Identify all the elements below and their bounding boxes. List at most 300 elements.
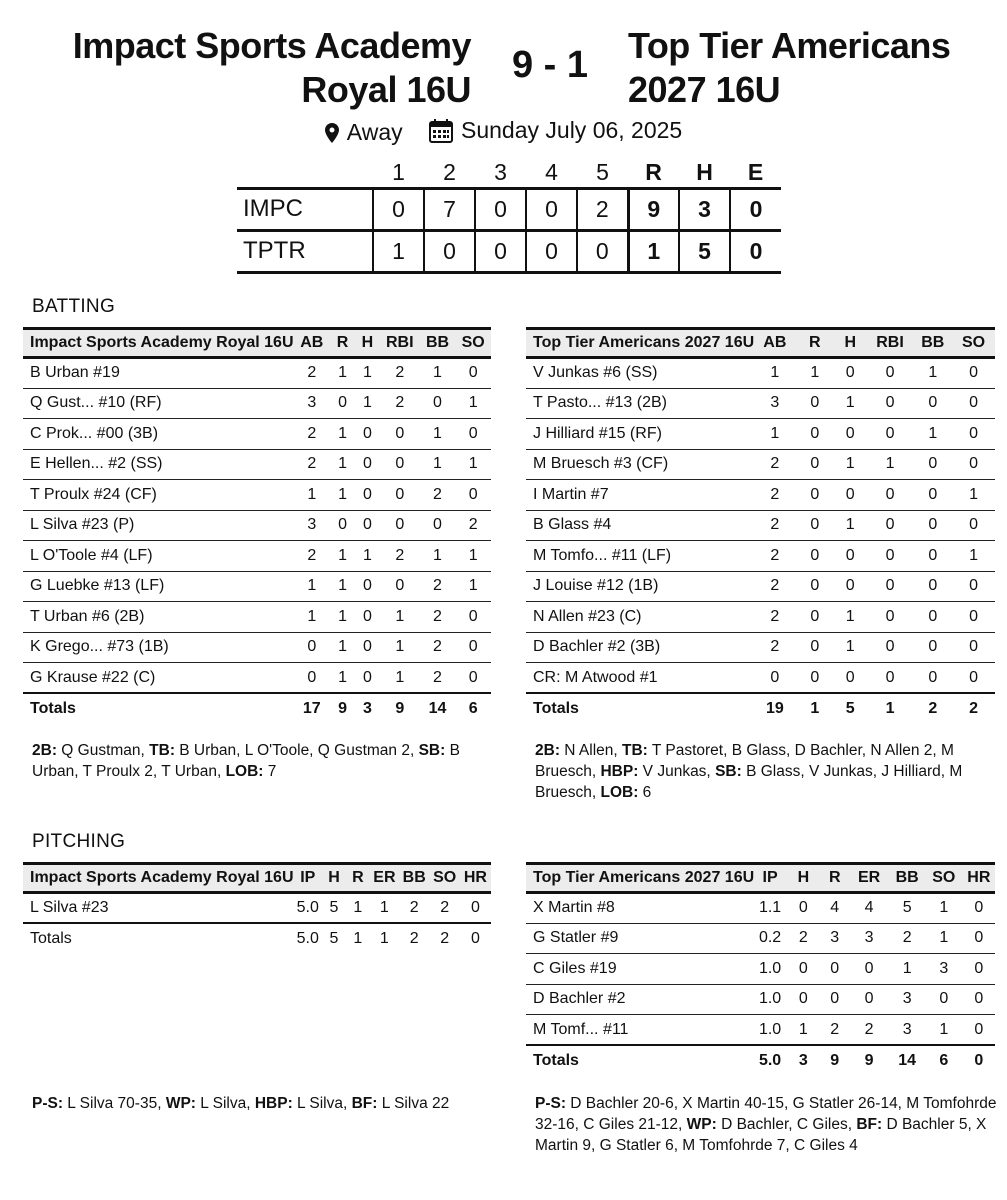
totals-cell: 1 (346, 923, 370, 954)
stat-cell: 0 (952, 358, 995, 389)
totals-row (526, 1045, 995, 1076)
player-name: J Hilliard #15 (RF) (526, 419, 754, 450)
inning-score: 0 (577, 230, 628, 272)
stat-cell: 0 (455, 602, 491, 633)
totals-cell: 5 (322, 923, 346, 954)
stat-cell: 1 (754, 358, 795, 389)
note-label: TB: (622, 742, 648, 759)
stat-cell: 3 (889, 1015, 925, 1046)
column-header: SO (925, 864, 963, 893)
stat-cell: 0 (796, 480, 834, 511)
note-label: SB: (418, 742, 446, 759)
note-text: L Silva, (292, 1095, 352, 1112)
note-text: B Urban, T Proulx 2, T Urban, (32, 742, 460, 780)
totals-row (23, 693, 491, 724)
note-label: P-S: (32, 1095, 63, 1112)
stat-cell: 0 (455, 358, 491, 389)
stat-cell: 1 (346, 893, 370, 924)
player-name: M Tomfo... #11 (LF) (526, 541, 754, 572)
stat-cell: 0 (330, 510, 355, 541)
column-header: RBI (380, 329, 420, 358)
stat-cell: 0 (355, 419, 380, 450)
stat-cell: 1.0 (754, 984, 786, 1015)
note-label: HBP: (254, 1095, 293, 1112)
note-label: WP: (686, 1116, 717, 1133)
map-pin-icon (325, 123, 339, 143)
note-text: D Bachler 5, X Martin 9, G Statler 6, M Tomfohrde 7, C Giles 4 (535, 1116, 987, 1154)
table-row (23, 602, 491, 633)
totals-cell: 5 (834, 693, 867, 724)
column-header: SO (952, 329, 995, 358)
column-header: IP (754, 864, 786, 893)
player-name: J Louise #12 (1B) (526, 571, 754, 602)
player-name: M Bruesch #3 (CF) (526, 449, 754, 480)
table-row (526, 510, 995, 541)
stat-cell: 2 (420, 602, 456, 633)
totals-cell: 2 (399, 923, 429, 954)
inning-header: 1 (373, 158, 424, 188)
column-header: R (330, 329, 355, 358)
stat-cell: 0 (849, 954, 890, 985)
totals-row (526, 693, 995, 724)
stat-cell: 2 (380, 388, 420, 419)
pitching-notes-away (32, 1093, 482, 1114)
column-header: H (322, 864, 346, 893)
stat-cell: 0 (380, 480, 420, 511)
note-label: HBP: (600, 763, 639, 780)
stat-cell: 1 (294, 571, 331, 602)
stat-cell: 2 (849, 1015, 890, 1046)
stat-cell: 2 (754, 602, 795, 633)
stat-cell: 2 (821, 1015, 849, 1046)
player-name: Q Gust... #10 (RF) (23, 388, 294, 419)
stat-cell: 0 (796, 419, 834, 450)
totals-cell: 1 (796, 693, 834, 724)
totals-cell: 17 (294, 693, 331, 724)
stat-cell: 1 (420, 541, 456, 572)
stat-cell: 0 (867, 663, 914, 694)
away-team-name: Impact Sports Academy Royal 16U (72, 25, 471, 110)
stat-cell: 1 (914, 419, 953, 450)
stat-cell: 1 (330, 480, 355, 511)
stat-cell: 1 (294, 602, 331, 633)
stat-cell: 1 (834, 388, 867, 419)
team-abbr: IMPC (237, 188, 373, 230)
stat-cell: 0 (963, 923, 995, 954)
player-name: T Pasto... #13 (2B) (526, 388, 754, 419)
stat-cell: 0 (834, 571, 867, 602)
note-text: D Bachler 20-6, X Martin 40-15, G Statler 26-14, M Tomfohrde 32-16, C Giles 21-12, (535, 1095, 997, 1133)
stat-cell: 0 (380, 419, 420, 450)
stat-cell: 0 (355, 480, 380, 511)
totals-cell: 1 (867, 693, 914, 724)
stat-cell: 2 (889, 923, 925, 954)
totals-cell: 0 (963, 1045, 995, 1076)
stat-cell: 0 (455, 632, 491, 663)
table-row (23, 480, 491, 511)
table-header-row (23, 864, 491, 893)
totals-row (23, 923, 491, 954)
stat-cell: 0 (796, 571, 834, 602)
home-team-name: Top Tier Americans 2027 16U (628, 25, 951, 110)
stat-cell: 1 (420, 358, 456, 389)
stat-cell: 0 (380, 449, 420, 480)
stat-cell: 1.0 (754, 954, 786, 985)
totals-cell: 9 (849, 1045, 890, 1076)
table-row (23, 358, 491, 389)
inning-score: 0 (526, 188, 577, 230)
table-row (526, 480, 995, 511)
column-header: HR (460, 864, 491, 893)
player-name: T Urban #6 (2B) (23, 602, 294, 633)
stat-cell: 2 (754, 480, 795, 511)
line-score-row (237, 188, 781, 230)
player-name: G Krause #22 (C) (23, 663, 294, 694)
hits-total: 3 (679, 188, 730, 230)
location: Away (325, 119, 403, 146)
stat-cell: 0 (834, 541, 867, 572)
note-label: LOB: (600, 784, 639, 801)
final-score: 9 - 1 (511, 44, 589, 86)
table-row (526, 602, 995, 633)
note-label: SB: (715, 763, 742, 780)
column-header: ER (370, 864, 399, 893)
player-name: K Grego... #73 (1B) (23, 632, 294, 663)
stat-cell: 1.1 (754, 893, 786, 924)
stat-cell: 0 (914, 480, 953, 511)
totals-label: Totals (526, 693, 754, 724)
stat-cell: 1 (796, 358, 834, 389)
totals-cell: 1 (370, 923, 399, 954)
stat-cell: 0 (834, 419, 867, 450)
player-name: T Proulx #24 (CF) (23, 480, 294, 511)
stat-cell: 2 (754, 449, 795, 480)
note-label: BF: (856, 1116, 883, 1133)
stat-cell: 1 (294, 480, 331, 511)
note-text: D Bachler, C Giles, (716, 1116, 857, 1133)
note-text: Q Gustman, (56, 742, 150, 759)
note-label: TB: (149, 742, 175, 759)
stat-cell: 2 (380, 358, 420, 389)
stat-cell: 1 (455, 571, 491, 602)
column-header: SO (429, 864, 459, 893)
column-header: H (834, 329, 867, 358)
batting-notes-away (32, 740, 482, 782)
player-name: M Tomf... #11 (526, 1015, 754, 1046)
stat-cell: 0 (420, 388, 456, 419)
note-text: 7 (263, 763, 277, 780)
stat-cell: 1 (455, 541, 491, 572)
stat-cell: 3 (925, 954, 963, 985)
note-text: L Silva, (195, 1095, 255, 1112)
stat-cell: 2 (294, 358, 331, 389)
table-row (23, 893, 491, 924)
stat-cell: 3 (821, 923, 849, 954)
stat-cell: 1 (330, 541, 355, 572)
stat-cell: 1 (330, 358, 355, 389)
calendar-icon (429, 119, 453, 143)
stat-cell: 3 (889, 984, 925, 1015)
stat-cell: 0 (754, 663, 795, 694)
errors-total: 0 (730, 188, 781, 230)
stat-cell: 0 (294, 632, 331, 663)
stat-cell: 2 (786, 923, 821, 954)
game-date: Sunday July 06, 2025 (429, 117, 682, 144)
totals-cell: 14 (889, 1045, 925, 1076)
stat-cell: 0 (849, 984, 890, 1015)
totals-cell: 2 (952, 693, 995, 724)
stat-cell: 5 (889, 893, 925, 924)
totals-cell: 0 (460, 923, 491, 954)
stat-cell: 1 (834, 510, 867, 541)
inning-score: 1 (373, 230, 424, 272)
player-name: B Urban #19 (23, 358, 294, 389)
stat-cell: 0 (355, 632, 380, 663)
player-name: I Martin #7 (526, 480, 754, 511)
stat-cell: 0 (796, 510, 834, 541)
stat-cell: 0 (796, 449, 834, 480)
stat-cell: 2 (420, 632, 456, 663)
stat-cell: 0 (380, 510, 420, 541)
column-header: BB (889, 864, 925, 893)
note-text: 6 (638, 784, 652, 801)
table-row (526, 893, 995, 924)
table-row (526, 632, 995, 663)
stat-cell: 1 (370, 893, 399, 924)
stat-cell: 0 (867, 571, 914, 602)
stat-cell: 0 (963, 954, 995, 985)
note-label: WP: (165, 1095, 196, 1112)
stat-cell: 1 (952, 541, 995, 572)
table-row (526, 954, 995, 985)
stat-cell: 0 (796, 388, 834, 419)
stat-cell: 2 (420, 571, 456, 602)
stat-cell: 1 (355, 541, 380, 572)
table-row (526, 571, 995, 602)
stat-cell: 1 (925, 1015, 963, 1046)
stat-cell: 1 (952, 480, 995, 511)
stat-cell: 1 (455, 388, 491, 419)
note-label: P-S: (535, 1095, 566, 1112)
stat-cell: 0 (952, 388, 995, 419)
player-name: E Hellen... #2 (SS) (23, 449, 294, 480)
stat-cell: 0 (963, 1015, 995, 1046)
stat-cell: 0 (821, 984, 849, 1015)
stat-cell: 1 (867, 449, 914, 480)
team-header: Top Tier Americans 2027 16U (526, 329, 754, 358)
stat-cell: 1 (330, 663, 355, 694)
totals-cell: 3 (786, 1045, 821, 1076)
stat-cell: 1 (834, 449, 867, 480)
stat-cell: 2 (294, 449, 331, 480)
stat-cell: 1 (380, 663, 420, 694)
inning-score: 0 (475, 188, 526, 230)
stat-cell: 0 (867, 388, 914, 419)
team-abbr: TPTR (237, 230, 373, 272)
table-header-row (526, 329, 995, 358)
errors-header: E (730, 158, 781, 188)
stat-cell: 0 (867, 602, 914, 633)
table-row (526, 541, 995, 572)
table-row (23, 632, 491, 663)
stat-cell: 1 (420, 419, 456, 450)
player-name: N Allen #23 (C) (526, 602, 754, 633)
table-row (526, 923, 995, 954)
stat-cell: 2 (455, 510, 491, 541)
note-label: LOB: (225, 763, 264, 780)
stat-cell: 0 (867, 480, 914, 511)
column-header: BB (914, 329, 953, 358)
player-name: D Bachler #2 (526, 984, 754, 1015)
stat-cell: 2 (420, 663, 456, 694)
stat-cell: 0 (914, 602, 953, 633)
stat-cell: 0 (914, 388, 953, 419)
stat-cell: 0 (914, 541, 953, 572)
stat-cell: 2 (754, 632, 795, 663)
stat-cell: 0 (867, 358, 914, 389)
pitching-table-away (23, 862, 491, 954)
stat-cell: 0 (294, 663, 331, 694)
column-header: AB (294, 329, 331, 358)
note-label: 2B: (32, 742, 57, 759)
column-header: AB (754, 329, 795, 358)
player-name: B Glass #4 (526, 510, 754, 541)
column-header: H (786, 864, 821, 893)
table-row (526, 984, 995, 1015)
stat-cell: 0 (821, 954, 849, 985)
stat-cell: 0 (867, 510, 914, 541)
stat-cell: 0 (786, 984, 821, 1015)
table-row (23, 449, 491, 480)
stat-cell: 1 (355, 358, 380, 389)
inning-header: 4 (526, 158, 577, 188)
runs-total: 1 (628, 230, 679, 272)
stat-cell: 2 (420, 480, 456, 511)
player-name: V Junkas #6 (SS) (526, 358, 754, 389)
inning-score: 7 (424, 188, 475, 230)
stat-cell: 2 (754, 510, 795, 541)
table-row (23, 541, 491, 572)
stat-cell: 5.0 (294, 893, 323, 924)
stat-cell: 0 (952, 602, 995, 633)
stat-cell: 2 (754, 541, 795, 572)
totals-cell: 9 (380, 693, 420, 724)
inning-score: 0 (373, 188, 424, 230)
stat-cell: 3 (849, 923, 890, 954)
player-name: G Statler #9 (526, 923, 754, 954)
totals-cell: 9 (821, 1045, 849, 1076)
totals-cell: 2 (429, 923, 459, 954)
totals-cell: 9 (330, 693, 355, 724)
stat-cell: 0 (914, 663, 953, 694)
team-header: Impact Sports Academy Royal 16U (23, 864, 294, 893)
stat-cell: 1 (330, 419, 355, 450)
inning-header: 2 (424, 158, 475, 188)
batting-table-home (526, 327, 995, 724)
note-text: B Urban, L O'Toole, Q Gustman 2, (174, 742, 419, 759)
stat-cell: 1 (330, 571, 355, 602)
inning-header: 3 (475, 158, 526, 188)
player-name: CR: M Atwood #1 (526, 663, 754, 694)
stat-cell: 1 (914, 358, 953, 389)
game-meta (0, 117, 1007, 149)
note-text: L Silva 70-35, (63, 1095, 166, 1112)
stat-cell: 0 (796, 602, 834, 633)
stat-cell: 1 (420, 449, 456, 480)
totals-cell: 5.0 (754, 1045, 786, 1076)
column-header: RBI (867, 329, 914, 358)
stat-cell: 1 (786, 1015, 821, 1046)
stat-cell: 0 (867, 541, 914, 572)
table-row (23, 510, 491, 541)
stat-cell: 1 (889, 954, 925, 985)
player-name: D Bachler #2 (3B) (526, 632, 754, 663)
player-name: L Silva #23 (P) (23, 510, 294, 541)
stat-cell: 1 (925, 893, 963, 924)
stat-cell: 2 (429, 893, 459, 924)
totals-label: Totals (526, 1045, 754, 1076)
inning-score: 2 (577, 188, 628, 230)
table-header-row (526, 864, 995, 893)
totals-cell: 6 (925, 1045, 963, 1076)
totals-cell: 19 (754, 693, 795, 724)
player-name: L O'Toole #4 (LF) (23, 541, 294, 572)
stat-cell: 1 (834, 632, 867, 663)
stat-cell: 0 (796, 663, 834, 694)
stat-cell: 3 (294, 510, 331, 541)
stat-cell: 1 (355, 388, 380, 419)
totals-cell: 2 (914, 693, 953, 724)
runs-header: R (628, 158, 679, 188)
note-text: N Allen, (559, 742, 623, 759)
player-name: X Martin #8 (526, 893, 754, 924)
stat-cell: 0 (952, 510, 995, 541)
column-header: IP (294, 864, 323, 893)
stat-cell: 0 (834, 358, 867, 389)
stat-cell: 0 (796, 632, 834, 663)
hits-header: H (679, 158, 730, 188)
stat-cell: 0 (867, 632, 914, 663)
note-text: B Glass, V Junkas, J Hilliard, M Bruesch, (535, 763, 963, 801)
stat-cell: 4 (821, 893, 849, 924)
stat-cell: 0 (355, 602, 380, 633)
game-header (0, 24, 1007, 114)
pitching-title: PITCHING (32, 831, 126, 852)
table-row (23, 571, 491, 602)
stat-cell: 0 (330, 388, 355, 419)
stat-cell: 0 (355, 449, 380, 480)
batting-title: BATTING (32, 296, 116, 317)
stat-cell: 0 (455, 419, 491, 450)
totals-cell: 5.0 (294, 923, 323, 954)
stat-cell: 2 (399, 893, 429, 924)
stat-cell: 0 (952, 663, 995, 694)
totals-cell: 14 (420, 693, 456, 724)
column-header: R (796, 329, 834, 358)
line-score-row (237, 230, 781, 272)
table-row (23, 388, 491, 419)
stat-cell: 0 (786, 893, 821, 924)
stat-cell: 0.2 (754, 923, 786, 954)
totals-cell: 6 (455, 693, 491, 724)
stat-cell: 0 (455, 480, 491, 511)
stat-cell: 1 (925, 923, 963, 954)
column-header: R (346, 864, 370, 893)
inning-score: 0 (424, 230, 475, 272)
stat-cell: 1 (330, 632, 355, 663)
stat-cell: 0 (952, 632, 995, 663)
stat-cell: 0 (914, 449, 953, 480)
